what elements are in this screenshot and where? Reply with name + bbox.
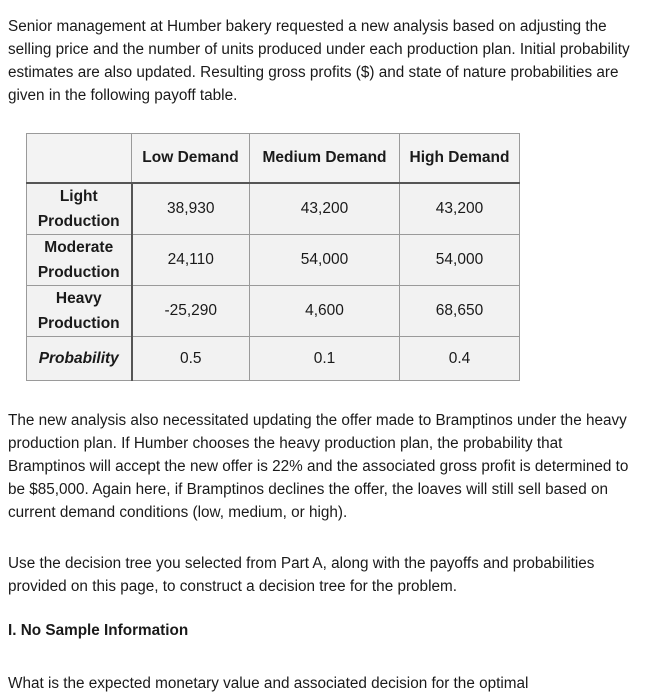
row-label-line: Production — [37, 264, 120, 281]
section-title: I. No Sample Information — [8, 622, 189, 639]
probability-cell: 0.5 — [132, 337, 250, 381]
probability-cell: 0.4 — [400, 337, 520, 381]
intro-paragraph: Senior management at Humber bakery requested a new analysis based on adjusting the selling price and the number of units produced under each production plan. Initial probability estimates are also updated. Resulting gross profits ($) and state of nature probabilities are given in the following payoff table. — [8, 18, 630, 104]
header-medium-demand: Medium Demand — [250, 134, 400, 184]
row-label-line: Production — [37, 315, 120, 332]
row-label-moderate-production — [27, 235, 132, 286]
table-cell: -25,290 — [132, 286, 250, 337]
table-cell: 54,000 — [400, 235, 520, 286]
row-label-line: Light — [59, 188, 98, 205]
table-cell: 24,110 — [132, 235, 250, 286]
row-label-light-production — [27, 183, 132, 235]
table-cell: 54,000 — [250, 235, 400, 286]
probability-row — [27, 337, 520, 381]
row-label-line: Moderate — [44, 239, 114, 256]
question-text: What is the expected monetary value and associated decision for the optimal — [8, 675, 529, 692]
table-cell: 68,650 — [400, 286, 520, 337]
instruction-paragraph: Use the decision tree you selected from Part A, along with the payoffs and probabilities provided on this page, to construct a decision tree for the problem. — [8, 555, 595, 595]
row-label-line: Heavy — [55, 290, 102, 307]
table-cell: 38,930 — [132, 183, 250, 235]
probability-cell: 0.1 — [250, 337, 400, 381]
header-low-demand: Low Demand — [132, 134, 250, 184]
table-cell: 4,600 — [250, 286, 400, 337]
table-row — [27, 235, 520, 286]
table-cell: 43,200 — [250, 183, 400, 235]
header-high-demand: High Demand — [400, 134, 520, 184]
probability-label: Probability — [27, 337, 132, 381]
table-row — [27, 183, 520, 235]
row-label-line: Production — [37, 213, 120, 230]
row-label-heavy-production — [27, 286, 132, 337]
table-header-row — [27, 134, 520, 184]
table-cell: 43,200 — [400, 183, 520, 235]
offer-paragraph: The new analysis also necessitated updating the offer made to Bramptinos under the heavy production plan. If Humber chooses the heavy production plan, the probability that Bramptinos will accept the new offer is 22% and the associated gross profit is determined to be $85,000. Again here, if Bramptinos declines the offer, the loaves will still sell based on current demand conditions (low, medium, or high). — [8, 412, 629, 521]
table-row — [27, 286, 520, 337]
payoff-table — [26, 133, 520, 381]
header-corner — [27, 134, 132, 184]
